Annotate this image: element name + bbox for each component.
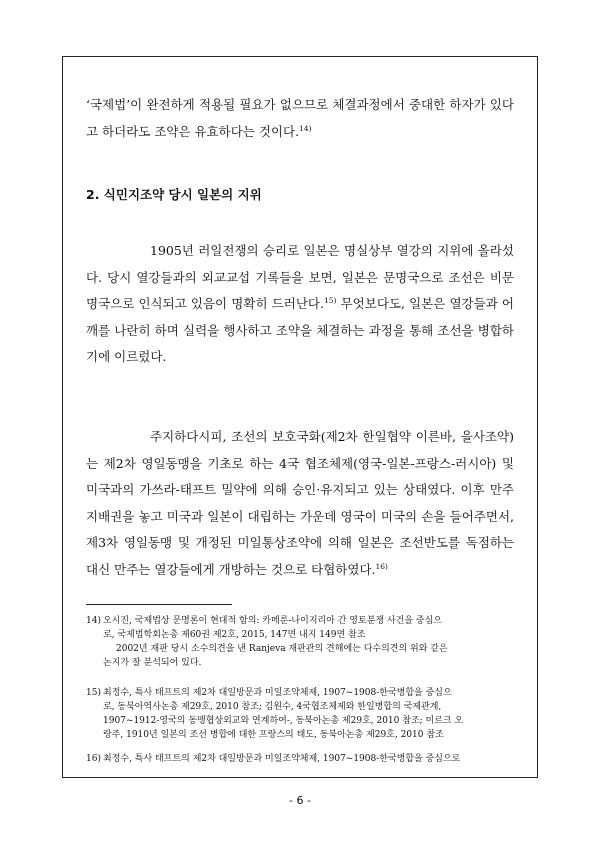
footnote-15 bbox=[86, 686, 518, 742]
footnote-line: 최정수, 특사 태프트의 제2차 대일방문과 미일조약체제, 1907~1908-한국병합을 중심으 bbox=[103, 688, 452, 698]
paragraph-1 bbox=[86, 92, 514, 145]
footnote-number: 14) bbox=[86, 616, 101, 626]
footnote-line: 로, 국제법학회논총 제60권 제2호, 2015, 147면 내지 149면 참조 bbox=[103, 630, 366, 640]
footnote-14 bbox=[86, 614, 518, 670]
paragraph-2-text-b: 무엇보다도, 일본은 열강들과 어깨를 나란히 하며 실력을 행사하고 조약을 체결하는 과정을 통해 조선을 병합하기에 이르렀다. bbox=[86, 296, 515, 364]
paragraph-2-text-a: 1905년 러일전쟁의 승리로 일본은 명실상부 열강의 지위에 올라섰다. 당시 열강들과의 외교교섭 기록들을 보면, 일본은 문명국으로 조선은 비문명국으로 인식되고 있음이 명확히 드러난다. bbox=[86, 243, 514, 311]
section-heading: 2. 식민지조약 당시 일본의 지위 bbox=[86, 187, 262, 202]
paragraph-3 bbox=[86, 424, 514, 583]
footnote-ref-15[interactable]: 15) bbox=[323, 295, 337, 305]
page-number: - 6 - bbox=[289, 794, 311, 807]
footnote-line: 로, 동북아역사논총 제29호, 2010 참조; 김원수, 4국협조체제와 한일병합의 국제관계, bbox=[103, 702, 442, 712]
footnote-line: 랑주, 1910년 일본의 조선 병합에 대한 프랑스의 태도, 동북아논총 제29호, 2010 참조 bbox=[103, 730, 444, 740]
footnote-16 bbox=[86, 752, 518, 766]
footnote-line: 오시진, 국제법상 문명론이 현대적 함의: 카메룬-나이지리아 간 영토분쟁 사건을 중심으 bbox=[103, 616, 442, 626]
footnote-line: 최정수, 특사 태프트의 제2차 대일방문과 미일조약체제, 1907~1908-한국병합을 중심으로 bbox=[103, 754, 461, 764]
footnote-ref-14[interactable]: 14) bbox=[299, 123, 312, 133]
paragraph-3-text: 주지하다시피, 조선의 보호국화(제2차 한일협약 이른바, 을사조약)는 제2차 영일동맹을 기초로 하는 4국 협조체제(영국-일본-프랑스-러시아) 및 미국과의 가쓰라-태프트 밀약에 의해 승인·유지되고 있는 상태였다. 이후 만주 지배권을 놓고 미국과 일본이 대립하는 가운데 영국이 미국의 손을 들어주면서, 제3차 영일동맹 및 개정된 미일통상조약에 의해 일본은 조선반도를 독점하는 대신 만주는 열강들에게 개방하는 것으로 타협하였다. bbox=[86, 429, 514, 577]
footnote-ref-16[interactable]: 16) bbox=[375, 561, 388, 571]
footnote-separator bbox=[86, 604, 232, 605]
footnote-line: 1907~1912-영국의 동맹협상외교와 연계하여-, 동북아논총 제29호, 2010 참조; 미르크 오 bbox=[103, 716, 464, 726]
footnote-line: 논지가 잘 분석되어 있다. bbox=[103, 658, 202, 668]
paragraph-2 bbox=[86, 238, 514, 371]
footnote-number: 15) bbox=[86, 688, 101, 698]
paragraph-1-text: ‘국제법’이 완전하게 적용될 필요가 없으므로 체결과정에서 중대한 하자가 있다고 하더라도 조약은 유효하다는 것이다. bbox=[86, 97, 514, 139]
footnote-number: 16) bbox=[86, 754, 101, 764]
footnote-line: 2002년 재판 당시 소수의견을 낸 Ranjeva 재판관의 견해에는 다수의견의 위와 같은 bbox=[116, 644, 448, 654]
